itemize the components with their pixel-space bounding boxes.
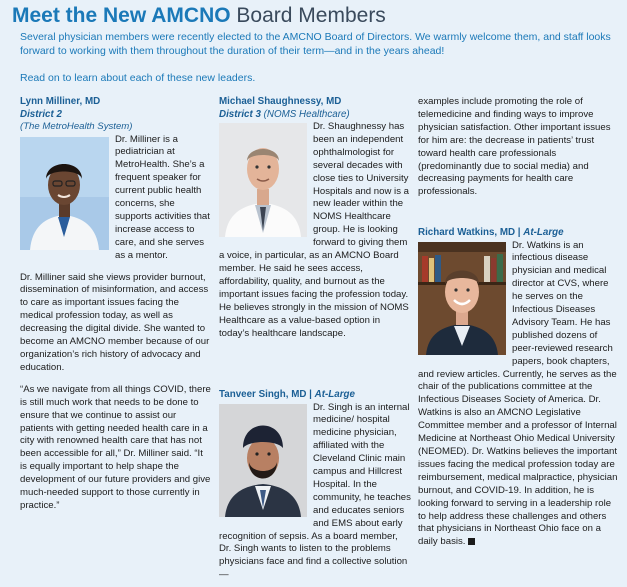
tanveer-name-line [219,389,411,402]
lynn-affiliation: (The MetroHealth System) [20,121,133,132]
column-richard [418,227,620,549]
michael-district: District 3 [219,108,261,120]
richard-photo [418,242,506,355]
michael-para1: Dr. Shaughnessy has been an independent ophthalmologist for several decades with close ties to University Hospitals and now is a new leader within the NOMS Healthcare group. He is looking forward to giving them a voice, in particular, as an AMCNO Board member. He said he sees access, affordability, quality, and burnout as the important issues facing the profession today. He believes strongly in the mission of NOMS Healthcare as a value-based option in today’s healthcare landscape. [219,121,409,339]
lynn-para3: “As we navigate from all things COVID, there is still much work that needs to be done to ensure that we continue to assist our patients with getting needed health care in a city with renowned health care that has not been accessible for all,” Dr. Milliner said. “It is equally important to help shape the development of our future providers and give much-needed support to those currently in practice.” [20,383,211,511]
michael-name: Michael Shaughnessy, MD [219,96,342,107]
lynn-photo [20,137,109,250]
end-mark-icon [468,538,475,545]
column-tanveer [219,389,411,582]
richard-name: Richard Watkins, MD | [418,227,521,238]
title-bold: Meet the New AMCNO [12,4,231,27]
lynn-name: Lynn Milliner, MD [20,96,101,107]
tanveer-para1: Dr. Singh is an internal medicine/ hospital medicine physician, affiliated with the Cleveland Clinic main campus and Hillcrest Hospital. In the community, he teaches and educates seniors and EMS about early recognition of sepsis. As a board member, Dr. Singh wants to listen to the problems physicians face and find a collective solution— [219,401,411,581]
lynn-district: District 2 [20,108,62,120]
column-michael [219,96,411,340]
column-continuation [418,96,620,199]
richard-role: At-Large [523,227,564,238]
read-on-text: Read on to learn about each of these new leaders. [20,72,256,84]
richard-name-line [418,227,620,240]
intro-paragraph: Several physician members were recently elected to the AMCNO Board of Directors. We warmly welcome them, and staff looks forward to working with them throughout the duration of their term—and in the years ahead! [20,31,611,57]
michael-photo [219,123,307,237]
michael-district-line [219,109,411,122]
michael-affiliation: (NOMS Healthcare) [263,108,350,120]
column-lynn [20,96,212,513]
title-light: Board Members [236,4,386,27]
tanveer-name: Tanveer Singh, MD | [219,389,312,400]
lynn-para2: Dr. Milliner said she views provider burnout, dissemination of misinformation, and access to care as important issues facing the medical profession today, as well as decreasing the digital divide. She wanted to become an AMCNO member because of our organization’s rich history of advocacy and education. [20,271,210,373]
lynn-para1: Dr. Milliner is a pediatrician at MetroHealth. She’s a frequent speaker for current public health concerns, she supports activities that increase access to care, and she serves as a mentor. [115,133,210,261]
page-title [12,4,386,28]
singh-continuation: examples include promoting the role of telemedicine and finding ways to improve physician satisfaction. Other important issues for him are: the decrease in patients’ trust toward health care professionals (predominantly due to social media) and decreasing payments for health care professionals. [418,96,611,198]
tanveer-role: At-Large [314,389,355,400]
tanveer-photo [219,404,307,517]
richard-para1-text: Dr. Watkins is an infectious disease physician and medical director at CVS, where he serves on the Infectious Diseases Advisory Team. He has published dozens of peer-reviewed research papers, book chapters, and review articles. Currently, he serves as the chair of the publications committee at the Infectious Diseases Society of America. Dr. Watkins is also an AMCNO Legislative Committee member and a professor of Internal Medicine at Northeast Ohio Medical University (NEOMED). Dr. Watkins believes the important issues facing the medical profession today are reimbursement, medical malpractice, physician burnout, and COVID-19. In addition, he is looking forward to serving in a leadership role to help address these challenges and others that physicians in Northeast Ohio face on a daily basis. [418,239,618,548]
